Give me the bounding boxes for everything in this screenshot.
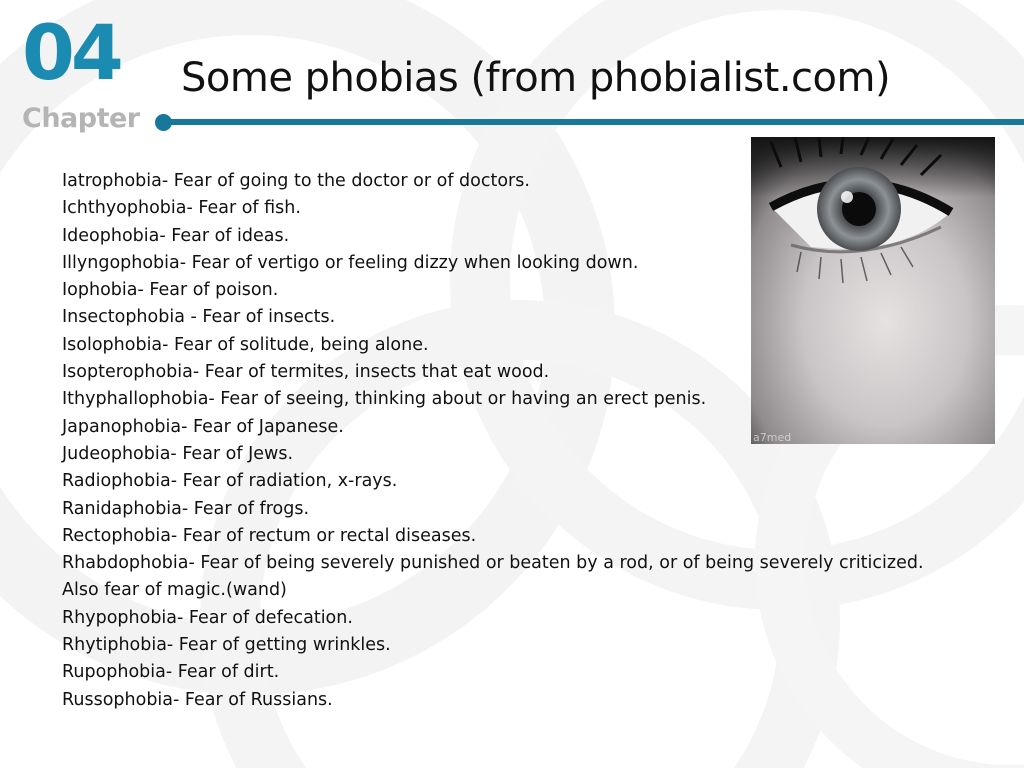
slide-title: Some phobias (from phobialist.com): [181, 55, 891, 101]
list-item: Rectophobia- Fear of rectum or rectal diseases.: [62, 525, 477, 546]
title-rule-line: [168, 119, 1024, 125]
phobia-list: [62, 168, 924, 714]
list-item: Ichthyophobia- Fear of fish.: [62, 198, 301, 219]
list-item: Also fear of magic.(wand): [62, 580, 287, 601]
list-item: Rhypophobia- Fear of defecation.: [62, 607, 353, 628]
chapter-number: 04: [22, 8, 120, 97]
list-item: Iophobia- Fear of poison.: [62, 280, 279, 301]
list-item: Isopterophobia- Fear of termites, insects that eat wood.: [62, 362, 550, 383]
list-item: Rhabdophobia- Fear of being severely punished or beaten by a rod, or of being severely criticized.: [62, 553, 924, 574]
list-item: Insectophobia - Fear of insects.: [62, 307, 336, 328]
chapter-badge: [22, 8, 142, 140]
list-item: Ideophobia- Fear of ideas.: [62, 225, 290, 246]
chapter-label: Chapter: [22, 103, 140, 134]
list-item: Japanophobia- Fear of Japanese.: [62, 416, 344, 437]
list-item: Ranidaphobia- Fear of frogs.: [62, 498, 310, 519]
list-item: Rupophobia- Fear of dirt.: [62, 662, 280, 683]
list-item: Isolophobia- Fear of solitude, being alone.: [62, 334, 429, 355]
list-item: Rhytiphobia- Fear of getting wrinkles.: [62, 635, 391, 656]
list-item: Radiophobia- Fear of radiation, x-rays.: [62, 471, 398, 492]
list-item: Judeophobia- Fear of Jews.: [62, 443, 294, 464]
list-item: Russophobia- Fear of Russians.: [62, 689, 333, 710]
list-item: Illyngophobia- Fear of vertigo or feeling dizzy when looking down.: [62, 252, 639, 273]
image-watermark: a7med: [753, 431, 792, 444]
list-item: Iatrophobia- Fear of going to the doctor or of doctors.: [62, 171, 530, 191]
list-item: Ithyphallophobia- Fear of seeing, thinking about or having an erect penis.: [62, 389, 707, 410]
